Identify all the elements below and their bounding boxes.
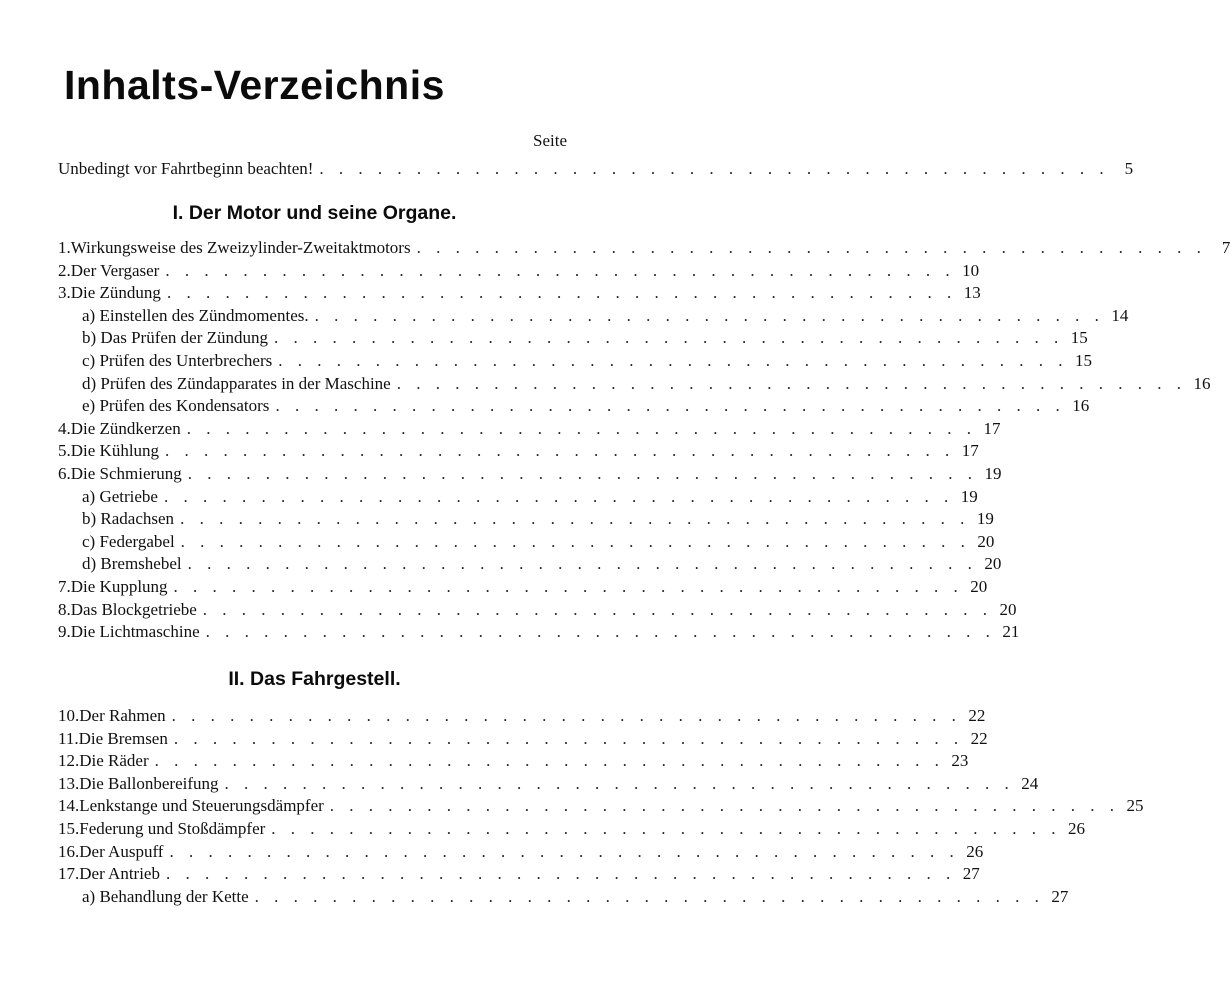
toc-entry-1-14 xyxy=(82,531,995,553)
toc-entry-label: Die Bremsen xyxy=(78,728,168,748)
toc-entry-label: Die Räder xyxy=(79,751,149,771)
toc-entry-number: 15. xyxy=(58,819,80,838)
dot-leader: . . . . . . . . . . . . . . . . . . . . . . . . . . . . . . . . . . . . . . . . . xyxy=(180,509,970,529)
toc-entry-number: 12. xyxy=(58,751,80,771)
toc-entry-number: 11. xyxy=(58,728,79,748)
toc-entry-1-8 xyxy=(82,395,1090,417)
dot-leader: . . . . . . . . . . . . . . . . . . . . . . . . . . . . . . . . . . . . . . . . . xyxy=(314,305,1105,325)
toc-entry-label: d) Bremshebel xyxy=(82,554,182,574)
toc-entry-number: 14. xyxy=(58,796,80,816)
dot-leader: . . . . . . . . . . . . . . . . . . . . . . . . . . . . . . . . . . . . . . . . . xyxy=(166,283,957,303)
toc-entry-2-3 xyxy=(58,750,969,772)
toc-entry-2-9 xyxy=(82,886,1069,908)
toc-entry-label: Die Zündung xyxy=(70,283,161,303)
toc-entry-2-2 xyxy=(58,728,988,750)
toc-entry-page-number: 16 xyxy=(1193,373,1211,393)
toc-entry-page-number: 27 xyxy=(1051,886,1069,906)
toc-entry-label: c) Prüfen des Unterbrechers xyxy=(82,351,273,370)
dot-leader: . . . . . . . . . . . . . . . . . . . . . . . . . . . . . . . . . . . . . . . . . xyxy=(180,531,971,551)
toc-entry-label: Die Ballonbereifung xyxy=(79,773,219,793)
toc-entry-number: 7. xyxy=(58,577,71,596)
toc-entry-2-8 xyxy=(58,863,980,885)
toc-entry-1-2 xyxy=(58,260,980,282)
dot-leader: . . . . . . . . . . . . . . . . . . . . . . . . . . . . . . . . . . . . . . . . . xyxy=(187,464,978,483)
toc-entry-page-number: 25 xyxy=(1126,796,1144,816)
dot-leader: . . . . . . . . . . . . . . . . . . . . . . . . . . . . . . . . . . . . . . . . . xyxy=(165,864,956,884)
toc-entry-1-1 xyxy=(58,237,1230,259)
toc-entry-number: 5. xyxy=(58,441,71,461)
toc-entry-label: Der Antrieb xyxy=(79,864,160,884)
toc-entry-2-7 xyxy=(58,841,984,863)
toc-entry-label: a) Getriebe xyxy=(82,486,158,506)
section-heading-2: II. Das Fahrgestell. xyxy=(228,668,401,690)
toc-entry-number: 4. xyxy=(58,418,71,438)
dot-leader: . . . . . . . . . . . . . . . . . . . . . . . . . . . . . . . . . . . . . . . . . xyxy=(224,773,1015,793)
toc-entry-preface xyxy=(58,158,1134,180)
toc-entry-page-number: 22 xyxy=(970,728,988,748)
toc-entry-1-7 xyxy=(82,373,1211,395)
toc-entry-1-6 xyxy=(82,350,1092,372)
dot-leader: . . . . . . . . . . . . . . . . . . . . . . . . . . . . . . . . . . . . . . . . . xyxy=(202,599,993,619)
toc-entry-number: 17. xyxy=(58,864,80,884)
toc-entry-page-number: 5 xyxy=(1124,159,1134,178)
toc-entry-label: b) Das Prüfen der Zündung xyxy=(82,328,269,348)
toc-entry-page-number: 20 xyxy=(999,599,1017,619)
toc-entry-label: Unbedingt vor Fahrtbeginn beachten! xyxy=(58,159,314,178)
toc-entry-page-number: 24 xyxy=(1021,773,1039,793)
dot-leader: . . . . . . . . . . . . . . . . . . . . . . . . . . . . . . . . . . . . . . . . . xyxy=(171,706,962,725)
toc-entry-page-number: 20 xyxy=(984,554,1002,574)
toc-entry-label: d) Prüfen des Zündapparates in der Maschine xyxy=(82,373,391,393)
dot-leader: . . . . . . . . . . . . . . . . . . . . . . . . . . . . . . . . . . . . . . . . . xyxy=(163,486,954,506)
toc-entry-page-number: 21 xyxy=(1002,622,1020,642)
toc-entry-number: 10. xyxy=(58,706,80,725)
toc-entry-label: Die Zündkerzen xyxy=(70,418,181,438)
toc-entry-page-number: 19 xyxy=(960,486,978,506)
page-column-header: Seite xyxy=(533,131,567,150)
toc-entry-number: 13. xyxy=(58,773,80,793)
toc-entry-1-4 xyxy=(82,305,1129,327)
toc-entry-label: Der Rahmen xyxy=(79,706,166,725)
dot-leader: . . . . . . . . . . . . . . . . . . . . . . . . . . . . . . . . . . . . . . . . . xyxy=(278,351,1068,370)
toc-entry-label: Der Auspuff xyxy=(79,841,164,861)
toc-entry-1-13 xyxy=(82,508,994,530)
toc-entry-page-number: 26 xyxy=(966,841,984,861)
toc-entry-1-11 xyxy=(58,463,1002,485)
toc-entry-2-6 xyxy=(58,818,1086,840)
dot-leader: . . . . . . . . . . . . . . . . . . . . . . . . . . . . . . . . . . . . . . . . . xyxy=(275,396,1066,416)
toc-entry-1-3 xyxy=(58,282,981,304)
toc-entry-label: Das Blockgetriebe xyxy=(70,599,197,619)
dot-leader: . . . . . . . . . . . . . . . . . . . . . . . . . . . . . . . . . . . . . . . . . xyxy=(205,622,996,642)
toc-entry-page-number: 13 xyxy=(963,283,981,303)
toc-entry-number: 9. xyxy=(58,622,71,642)
toc-entry-number: 6. xyxy=(58,464,71,483)
dot-leader: . . . . . . . . . . . . . . . . . . . . . . . . . . . . . . . . . . . . . . . . . xyxy=(187,554,978,574)
dot-leader: . . . . . . . . . . . . . . . . . . . . . . . . . . . . . . . . . . . . . . . . . xyxy=(274,328,1064,348)
dot-leader: . . . . . . . . . . . . . . . . . . . . . . . . . . . . . . . . . . . . . . . . . xyxy=(271,819,1062,838)
toc-entry-page-number: 7 xyxy=(1221,238,1230,257)
section-heading-1: I. Der Motor und seine Organe. xyxy=(172,202,457,224)
toc-entry-label: Die Lichtmaschine xyxy=(70,622,200,642)
toc-entry-label: Lenkstange und Steuerungsdämpfer xyxy=(79,796,324,816)
toc-entry-1-5 xyxy=(82,327,1088,349)
toc-entry-1-10 xyxy=(58,440,979,462)
toc-entry-1-9 xyxy=(58,418,1001,440)
toc-entry-page-number: 16 xyxy=(1072,396,1090,416)
toc-entry-page-number: 19 xyxy=(976,509,994,529)
toc-entry-2-5 xyxy=(58,795,1144,817)
toc-entry-label: a) Einstellen des Zündmomentes. xyxy=(82,305,309,325)
toc-entry-page-number: 14 xyxy=(1111,305,1129,325)
toc-entry-1-15 xyxy=(82,553,1002,575)
toc-entry-label: Die Kupplung xyxy=(70,577,168,596)
toc-entry-page-number: 15 xyxy=(1070,328,1088,348)
dot-leader: . . . . . . . . . . . . . . . . . . . . . . . . . . . . . . . . . . . . . . . . . xyxy=(173,577,964,596)
toc-entry-label: Federung und Stoßdämpfer xyxy=(79,819,266,838)
toc-entry-page-number: 10 xyxy=(962,260,980,280)
toc-entry-label: Die Kühlung xyxy=(70,441,160,461)
toc-entry-page-number: 23 xyxy=(951,751,969,771)
dot-leader: . . . . . . . . . . . . . . . . . . . . . . . . . . . . . . . . . . . . . . . . . xyxy=(416,238,1207,257)
dot-leader: . . . . . . . . . . . . . . . . . . . . . . . . . . . . . . . . . . . . . . . . . xyxy=(254,886,1045,906)
dot-leader: . . . . . . . . . . . . . . . . . . . . . . . . . . . . . . . . . . . . . . . . . xyxy=(329,796,1120,816)
toc-entry-1-12 xyxy=(82,486,978,508)
toc-entry-page-number: 17 xyxy=(961,441,979,461)
toc-entry-label: Wirkungsweise des Zweizylinder-Zweitaktmotors xyxy=(70,238,411,257)
toc-entry-page-number: 19 xyxy=(984,464,1002,483)
toc-entry-page-number: 22 xyxy=(968,706,986,725)
toc-entry-label: c) Federgabel xyxy=(82,531,175,551)
toc-entry-page-number: 27 xyxy=(962,864,980,884)
toc-entry-2-1 xyxy=(58,705,986,727)
dot-leader: . . . . . . . . . . . . . . . . . . . . . . . . . . . . . . . . . . . . . . . . . xyxy=(165,441,955,461)
toc-entry-page-number: 26 xyxy=(1068,819,1086,838)
dot-leader: . . . . . . . . . . . . . . . . . . . . . . . . . . . . . . . . . . . . . . . . . xyxy=(186,418,977,438)
toc-entry-page-number: 20 xyxy=(970,577,988,596)
toc-entry-label: e) Prüfen des Kondensators xyxy=(82,396,270,416)
toc-entry-number: 3. xyxy=(58,283,71,303)
toc-entry-1-16 xyxy=(58,576,988,598)
toc-entry-2-4 xyxy=(58,773,1039,795)
toc-entry-page-number: 17 xyxy=(983,418,1001,438)
dot-leader: . . . . . . . . . . . . . . . . . . . . . . . . . . . . . . . . . . . . . . . . . xyxy=(169,841,960,861)
page-title: Inhalts-Verzeichnis xyxy=(64,62,445,108)
toc-entry-number: 8. xyxy=(58,599,71,619)
toc-entry-label: b) Radachsen xyxy=(82,509,175,529)
dot-leader: . . . . . . . . . . . . . . . . . . . . . . . . . . . . . . . . . . . . . . . . . xyxy=(319,159,1110,178)
dot-leader: . . . . . . . . . . . . . . . . . . . . . . . . . . . . . . . . . . . . . . . . . xyxy=(165,260,956,280)
toc-entry-number: 1. xyxy=(58,238,71,257)
dot-leader: . . . . . . . . . . . . . . . . . . . . . . . . . . . . . . . . . . . . . . . . . xyxy=(173,728,964,748)
toc-entry-page-number: 20 xyxy=(977,531,995,551)
dot-leader: . . . . . . . . . . . . . . . . . . . . . . . . . . . . . . . . . . . . . . . . . xyxy=(154,751,945,771)
toc-entry-1-17 xyxy=(58,599,1017,621)
toc-entry-page-number: 15 xyxy=(1074,351,1092,370)
toc-entry-number: 16. xyxy=(58,841,80,861)
toc-entry-label: Der Vergaser xyxy=(70,260,160,280)
toc-entry-1-18 xyxy=(58,621,1020,643)
toc-entry-label: a) Behandlung der Kette xyxy=(82,886,249,906)
toc-entry-label: Die Schmierung xyxy=(70,464,182,483)
dot-leader: . . . . . . . . . . . . . . . . . . . . . . . . . . . . . . . . . . . . . . . . . xyxy=(396,373,1187,393)
toc-entry-number: 2. xyxy=(58,260,71,280)
